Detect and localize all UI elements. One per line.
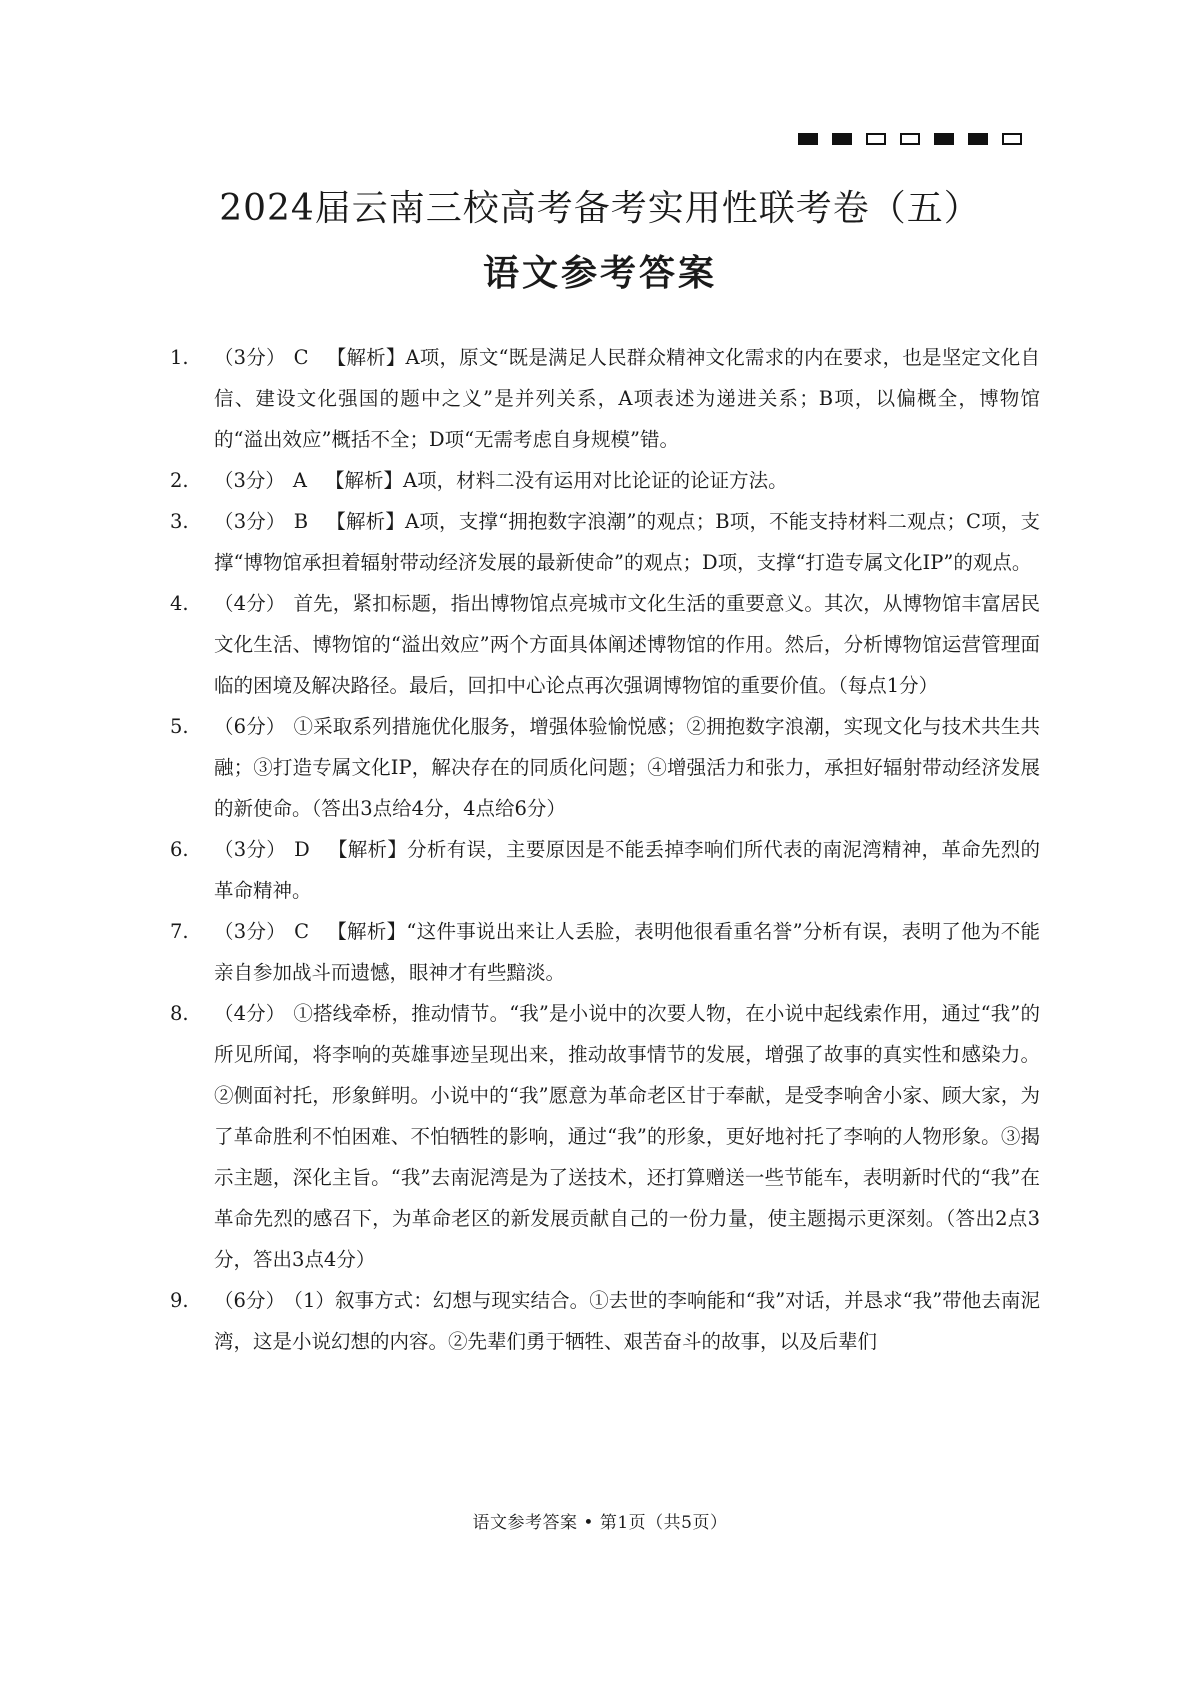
header-mark	[832, 133, 852, 145]
question-number: 7.	[170, 920, 189, 943]
header-marks	[798, 133, 1022, 145]
answer-explanation: （1）叙事方式：幻想与现实结合。①去世的李响能和“我”对话，并恳求“我”带他去南泥湾，这是小说幻想的内容。②先辈们勇于牺牲、艰苦奋斗的故事，以及后辈们	[214, 1289, 1040, 1353]
answer-explanation: 【解析】A项，原文“既是满足人民群众精神文化需求的内在要求，也是坚定文化自信、建设文化强国的题中之义”是并列关系，A项表述为递进关系；B项，以偏概全，博物馆的“溢出效应”概括不全；D项“无需考虑自身规模”错。	[214, 346, 1040, 451]
question-number: 1.	[170, 346, 189, 369]
answer-item	[170, 583, 1040, 706]
answer-item	[170, 911, 1040, 993]
question-score: （3分）	[214, 469, 285, 492]
answer-explanation: 【解析】A项，支撑“拥抱数字浪潮”的观点；B项，不能支持材料二观点；C项，支撑“博物馆承担着辐射带动经济发展的最新使命”的观点；D项，支撑“打造专属文化IP”的观点。	[214, 510, 1040, 574]
answer-explanation: 【解析】分析有误，主要原因是不能丢掉李响们所代表的南泥湾精神，革命先烈的革命精神。	[214, 838, 1040, 902]
question-number: 8.	[170, 1002, 189, 1025]
header-mark	[866, 133, 886, 145]
question-score: （6分）	[214, 1289, 286, 1312]
header-mark	[968, 133, 988, 145]
answer-item	[170, 829, 1040, 911]
question-score: （6分）	[214, 715, 286, 738]
answer-choice: C	[294, 920, 309, 943]
answer-explanation: 【解析】A项，材料二没有运用对比论证的论证方法。	[325, 469, 788, 492]
question-number: 6.	[170, 838, 189, 861]
exam-title: 2024届云南三校高考备考实用性联考卷（五）	[219, 188, 981, 229]
answer-item	[170, 460, 1040, 501]
question-score: （3分）	[214, 510, 286, 533]
answer-item	[170, 1280, 1040, 1362]
question-number: 2.	[170, 469, 189, 492]
question-number: 5.	[170, 715, 189, 738]
question-score: （3分）	[214, 920, 287, 943]
header-mark	[798, 133, 818, 145]
question-number: 4.	[170, 592, 189, 615]
answer-explanation: ①采取系列措施优化服务，增强体验愉悦感；②拥抱数字浪潮，实现文化与技术共生共融；③打造专属文化IP，解决存在的同质化问题；④增强活力和张力，承担好辐射带动经济发展的新使命。（答出3点给4分，4点给6分）	[214, 715, 1040, 820]
header-mark	[900, 133, 920, 145]
answer-list	[170, 337, 1040, 1362]
answer-key-title: 语文参考答案	[482, 252, 717, 294]
question-score: （4分）	[214, 592, 286, 615]
page-footer: 语文参考答案 • 第1页（共5页）	[472, 1513, 728, 1533]
answer-item	[170, 501, 1040, 583]
answer-item	[170, 706, 1040, 829]
answer-choice: D	[294, 838, 310, 861]
header-mark	[1002, 133, 1022, 145]
question-score: （3分）	[214, 838, 287, 861]
question-number: 3.	[170, 510, 189, 533]
header-mark	[934, 133, 954, 145]
answer-explanation: 【解析】“这件事说出来让人丢脸，表明他很看重名誉”分析有误，表明了他为不能亲自参加战斗而遗憾，眼神才有些黯淡。	[214, 920, 1040, 984]
answer-explanation: 首先，紧扣标题，指出博物馆点亮城市文化生活的重要意义。其次，从博物馆丰富居民文化生活、博物馆的“溢出效应”两个方面具体阐述博物馆的作用。然后，分析博物馆运营管理面临的困境及解决路径。最后，回扣中心论点再次强调博物馆的重要价值。（每点1分）	[214, 592, 1040, 697]
question-number: 9.	[170, 1289, 189, 1312]
answer-choice: A	[292, 469, 308, 492]
answer-item	[170, 993, 1040, 1280]
answer-item	[170, 337, 1040, 460]
question-score: （4分）	[214, 1002, 286, 1025]
answer-choice: B	[293, 510, 309, 533]
answer-explanation: ①搭线牵桥，推动情节。“我”是小说中的次要人物，在小说中起线索作用，通过“我”的所见所闻，将李响的英雄事迹呈现出来，推动故事情节的发展，增强了故事的真实性和感染力。②侧面衬托，形象鲜明。小说中的“我”愿意为革命老区甘于奉献，是受李响舍小家、顾大家，为了革命胜利不怕困难、不怕牺牲的影响，通过“我”的形象，更好地衬托了李响的人物形象。③揭示主题，深化主旨。“我”去南泥湾是为了送技术，还打算赠送一些节能车，表明新时代的“我”在革命先烈的感召下，为革命老区的新发展贡献自己的一份力量，使主题揭示更深刻。（答出2点3分，答出3点4分）	[214, 1002, 1040, 1271]
answer-choice: C	[293, 346, 309, 369]
question-score: （3分）	[214, 346, 286, 369]
